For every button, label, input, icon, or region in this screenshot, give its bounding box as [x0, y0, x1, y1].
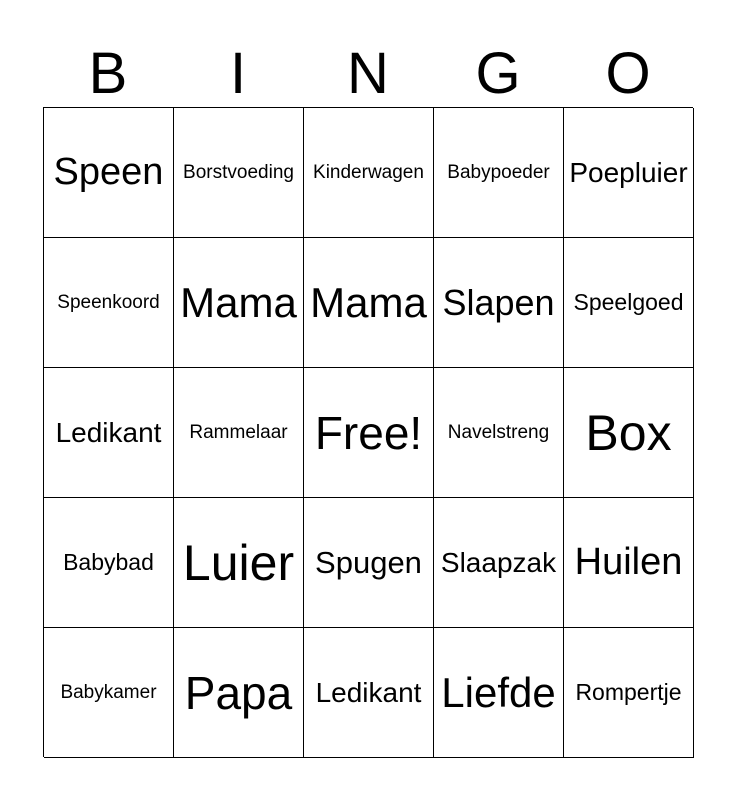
free-space-cell[interactable]: Free! — [304, 368, 434, 498]
bingo-cell[interactable]: Ledikant — [44, 368, 174, 498]
bingo-cell[interactable]: Speen — [44, 108, 174, 238]
bingo-cell[interactable]: Rompertje — [564, 628, 694, 758]
bingo-cell[interactable]: Babybad — [44, 498, 174, 628]
bingo-cell[interactable]: Luier — [174, 498, 304, 628]
bingo-header — [43, 40, 693, 108]
header-letter-i: I — [229, 41, 247, 106]
bingo-cell[interactable]: Spugen — [304, 498, 434, 628]
bingo-board — [43, 107, 693, 757]
bingo-cell[interactable]: Babykamer — [44, 628, 174, 758]
bingo-cell[interactable]: Mama — [174, 238, 304, 368]
header-letter-o: O — [605, 41, 651, 106]
bingo-cell[interactable]: Rammelaar — [174, 368, 304, 498]
bingo-cell[interactable]: Speenkoord — [44, 238, 174, 368]
bingo-cell[interactable]: Slapen — [434, 238, 564, 368]
bingo-cell[interactable]: Slaapzak — [434, 498, 564, 628]
bingo-cell[interactable]: Papa — [174, 628, 304, 758]
bingo-cell[interactable]: Speelgoed — [564, 238, 694, 368]
bingo-cell[interactable]: Liefde — [434, 628, 564, 758]
bingo-cell[interactable]: Mama — [304, 238, 434, 368]
bingo-cell[interactable]: Huilen — [564, 498, 694, 628]
header-letter-n: N — [347, 41, 389, 106]
bingo-cell[interactable]: Box — [564, 368, 694, 498]
bingo-cell[interactable]: Poepluier — [564, 108, 694, 238]
bingo-cell[interactable]: Navelstreng — [434, 368, 564, 498]
header-letter-b: B — [88, 41, 128, 106]
bingo-cell[interactable]: Borstvoeding — [174, 108, 304, 238]
bingo-cell[interactable]: Babypoeder — [434, 108, 564, 238]
bingo-cell[interactable]: Kinderwagen — [304, 108, 434, 238]
bingo-cell[interactable]: Ledikant — [304, 628, 434, 758]
header-letter-g: G — [475, 41, 521, 106]
